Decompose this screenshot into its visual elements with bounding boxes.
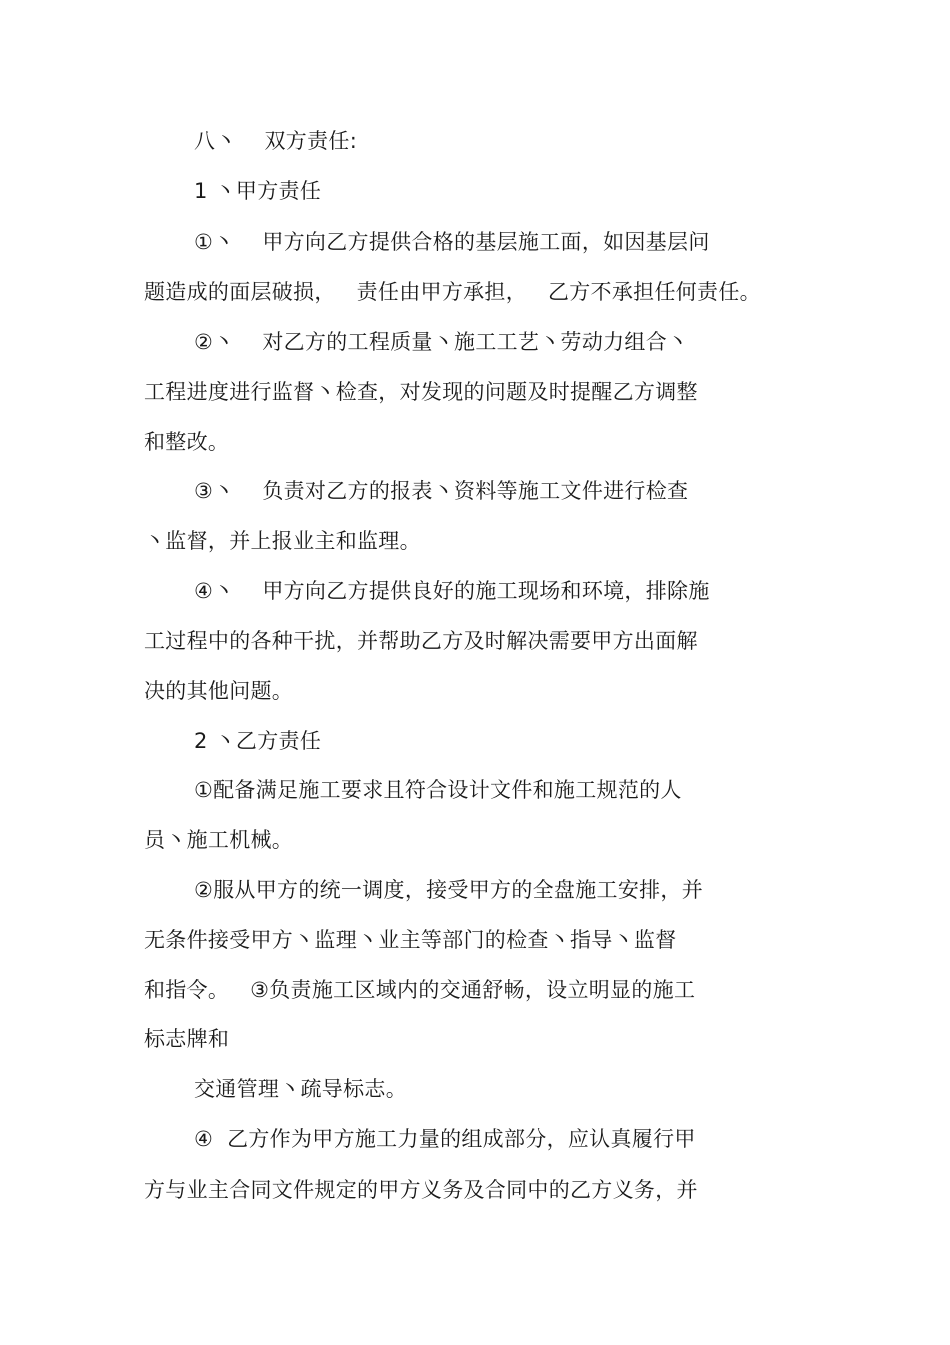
text-line: 和整改。 [144, 430, 230, 454]
section-heading: 八丶 双方责任: [194, 129, 358, 153]
subsection-heading-party-b: 2 丶乙方责任 [194, 729, 322, 753]
text-line: ④ 乙方作为甲方施工力量的组成部分，应认真履行甲 [194, 1127, 696, 1151]
text-line: 交通管理丶疏导标志。 [194, 1077, 407, 1101]
text-line: 丶监督，并上报业主和监理。 [144, 529, 421, 553]
text-line: 决的其他问题。 [144, 679, 294, 703]
text-line: 方与业主合同文件规定的甲方义务及合同中的乙方义务，并 [144, 1178, 698, 1202]
text-line: 工程进度进行监督丶检查，对发现的问题及时提醒乙方调整 [144, 380, 698, 404]
text-line: 工过程中的各种干扰，并帮助乙方及时解决需要甲方出面解 [144, 629, 698, 653]
text-line: 和指令。 ③负责施工区域内的交通舒畅，设立明显的施工 [144, 978, 696, 1002]
text-line: ①丶 甲方向乙方提供合格的基层施工面，如因基层问 [194, 230, 710, 254]
text-line: ④丶 甲方向乙方提供良好的施工现场和环境，排除施 [194, 579, 710, 603]
text-line: ②丶 对乙方的工程质量丶施工工艺丶劳动力组合丶 [194, 330, 689, 354]
subsection-heading-party-a: 1 丶甲方责任 [194, 179, 322, 203]
text-line: 员丶施工机械。 [144, 828, 294, 852]
text-line: ①配备满足施工要求且符合设计文件和施工规范的人 [194, 778, 682, 802]
text-line: ②服从甲方的统一调度，接受甲方的全盘施工安排，并 [194, 878, 704, 902]
text-line: 标志牌和 [144, 1027, 230, 1051]
text-line: 题造成的面层破损， 责任由甲方承担， 乙方不承担任何责任。 [144, 280, 761, 304]
text-line: 无条件接受甲方丶监理丶业主等部门的检查丶指导丶监督 [144, 928, 677, 952]
text-line: ③丶 负责对乙方的报表丶资料等施工文件进行检查 [194, 479, 689, 503]
